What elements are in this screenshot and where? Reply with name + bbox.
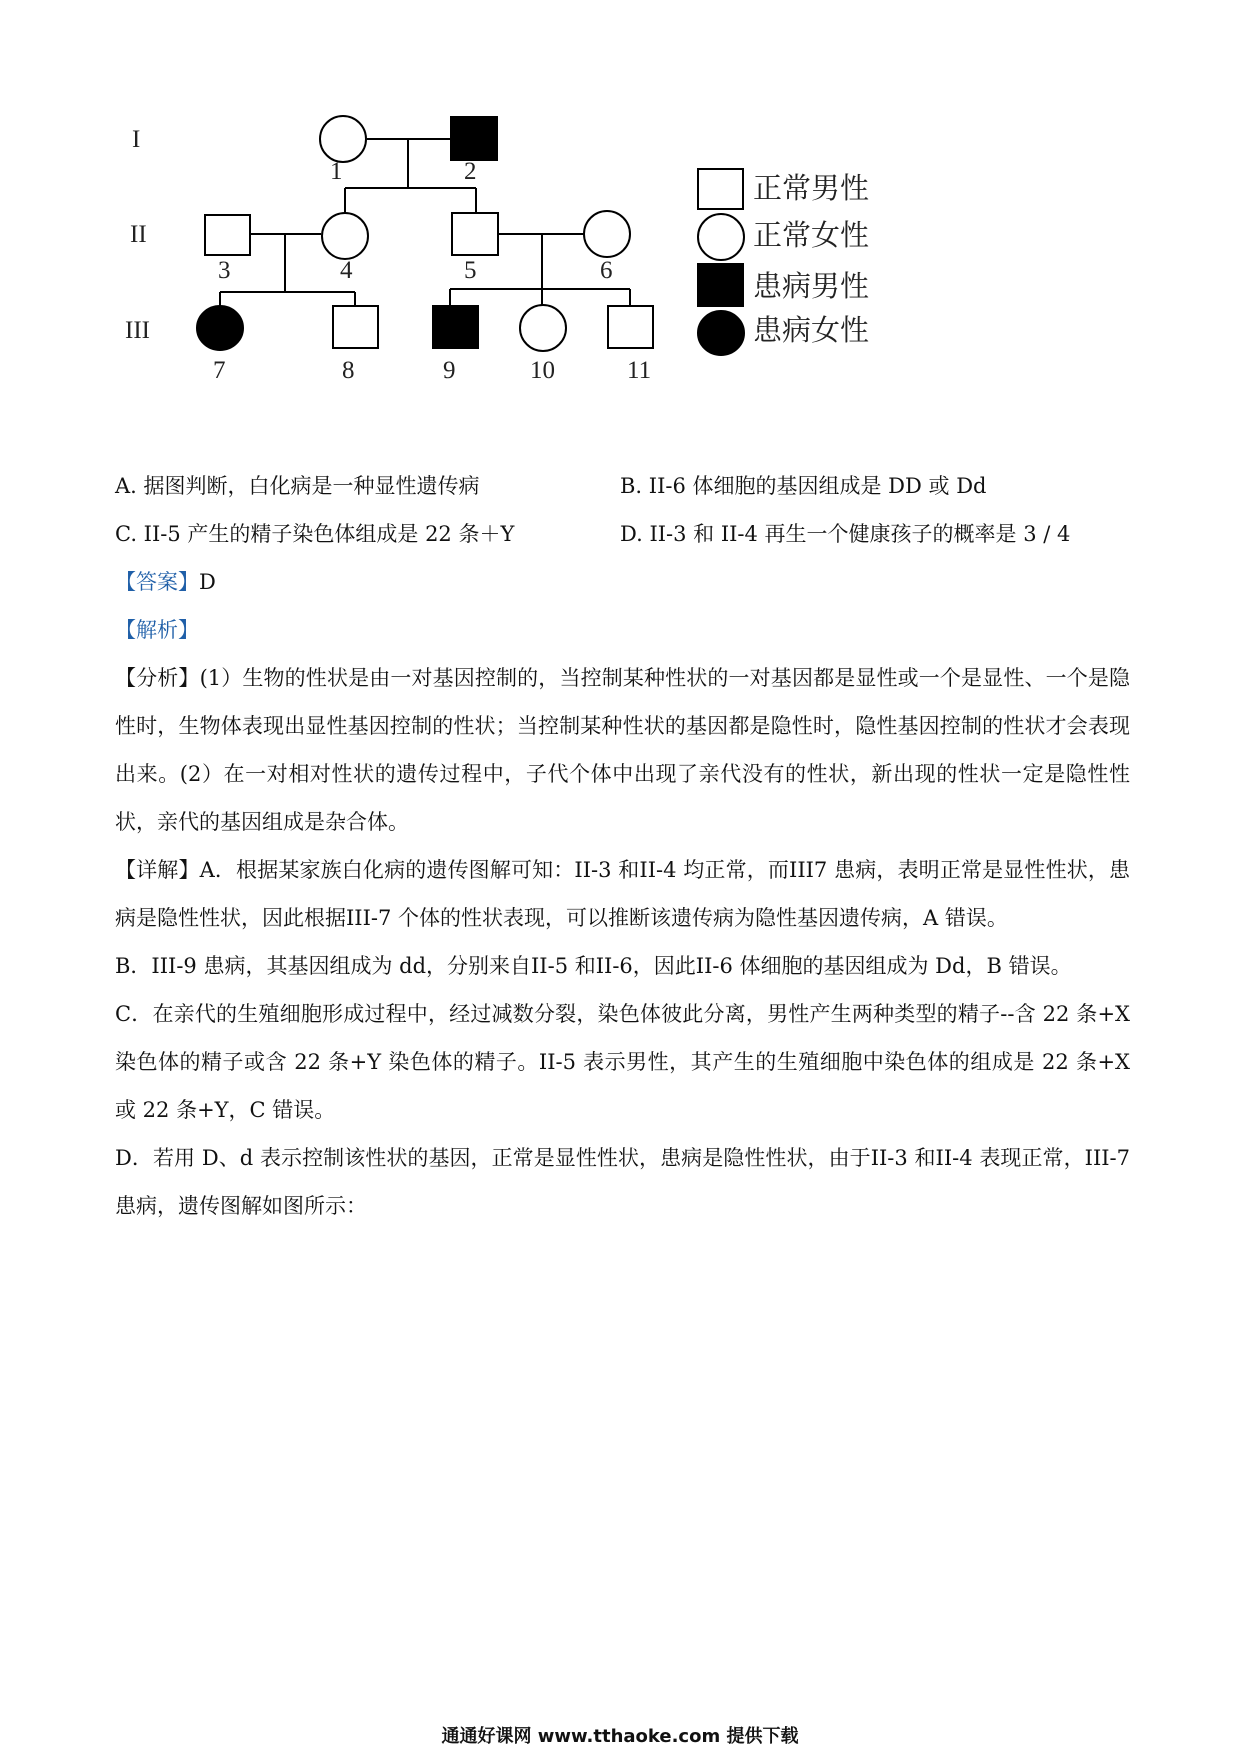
individual-number: 8: [342, 357, 355, 384]
option-a: A. 据图判断，白化病是一种显性遗传病: [115, 474, 480, 498]
legend-label: 正常男性: [753, 171, 870, 205]
detail-paragraph-b: B．III-9 患病，其基因组成为 dd，分别来自II-5 和II-6，因此II-6 体细胞的基因组成为 Dd，B 错误。: [115, 954, 1072, 978]
detail-paragraph-a: [115, 846, 1130, 942]
option-row: [115, 510, 1130, 558]
individual-4-female-normal: [322, 213, 368, 259]
individual-9-male-affected: [433, 306, 478, 348]
individual-number: 3: [218, 257, 231, 284]
fenxi-tag: 【分析】: [115, 666, 200, 690]
legend-label: 正常女性: [753, 218, 870, 252]
legend-normal-female-icon: [698, 214, 744, 260]
legend-label: 患病男性: [753, 269, 870, 303]
individual-1-female-normal: [320, 116, 366, 162]
individual-5-male-normal: [452, 213, 498, 255]
pedigree-diagram: [125, 112, 980, 442]
generation-label-ii: II: [130, 221, 147, 248]
option-b: B. II-6 体细胞的基因组成是 DD 或 Dd: [620, 474, 987, 498]
legend-affected-male-icon: [698, 264, 743, 306]
individual-6-female-normal: [584, 211, 630, 257]
detail-paragraph-c: C．在亲代的生殖细胞形成过程中，经过减数分裂，染色体彼此分离，男性产生两种类型的精子--含 22 条+X 染色体的精子或含 22 条+Y 染色体的精子。II-5 表示男性，其产生的生殖细胞中染色体的组成是 22 条+X 或 22 条+Y，C 错误。: [115, 1002, 1130, 1122]
option-c: C. II-5 产生的精子染色体组成是 22 条＋Y: [115, 522, 515, 546]
individual-3-male-normal: [205, 215, 250, 255]
legend: [698, 169, 869, 355]
detail-tag: 【详解】: [115, 858, 200, 882]
individual-number: 9: [443, 357, 456, 384]
individual-2-male-affected: [451, 117, 497, 160]
individual-number: 2: [464, 158, 477, 185]
solution-body: [115, 558, 1130, 1230]
answer-line: [115, 558, 1130, 606]
generation-label-i: I: [132, 126, 141, 153]
answer-value: D: [199, 570, 216, 594]
individual-number: 10: [530, 357, 555, 384]
page-footer: 通通好课网 www.tthaoke.com 提供下载: [441, 1726, 799, 1747]
detail-a-text: A．根据某家族白化病的遗传图解可知：II-3 和II-4 均正常，而III7 患病，表明正常是显性性状，患病是隐性性状，因此根据III-7 个体的性状表现，可以推断该遗传病为隐性基因遗传病，A 错误。: [115, 858, 1131, 930]
answer-options: [115, 462, 1130, 558]
individual-number: 6: [600, 257, 613, 284]
detail-paragraph-d: D．若用 D、d 表示控制该性状的基因，正常是显性性状，患病是隐性性状，由于II-3 和II-4 表现正常，III-7 患病，遗传图解如图所示：: [115, 1146, 1130, 1218]
individual-number: 11: [627, 357, 652, 384]
fenxi-text: (1）生物的性状是由一对基因控制的，当控制某种性状的一对基因都是显性或一个是显性、一个是隐性时，生物体表现出显性基因控制的性状；当控制某种性状的基因都是隐性时，隐性基因控制的性状才会表现出来。(2）在一对相对性状的遗传过程中，子代个体中出现了亲代没有的性状，新出现的性状一定是隐性性状，亲代的基因组成是杂合体。: [115, 666, 1131, 834]
fenxi-paragraph: [115, 654, 1130, 846]
option-row: [115, 462, 1130, 510]
answer-tag: 【答案】: [115, 570, 199, 594]
individual-number: 5: [464, 257, 477, 284]
analysis-tag: 【解析】: [115, 618, 199, 642]
individual-10-female-normal: [520, 305, 566, 351]
legend-normal-male-icon: [698, 169, 743, 209]
analysis-heading: [115, 606, 1130, 654]
option-d: D. II-3 和 II-4 再生一个健康孩子的概率是 3 / 4: [620, 522, 1071, 546]
individual-number: 7: [213, 357, 226, 384]
legend-affected-female-icon: [698, 311, 744, 355]
individual-7-female-affected: [197, 306, 243, 350]
generation-label-iii: III: [125, 317, 150, 344]
individual-11-male-normal: [608, 306, 653, 348]
individual-number: 1: [330, 158, 343, 185]
individual-8-male-normal: [333, 306, 378, 348]
legend-label: 患病女性: [753, 313, 870, 347]
individual-number: 4: [340, 257, 353, 284]
